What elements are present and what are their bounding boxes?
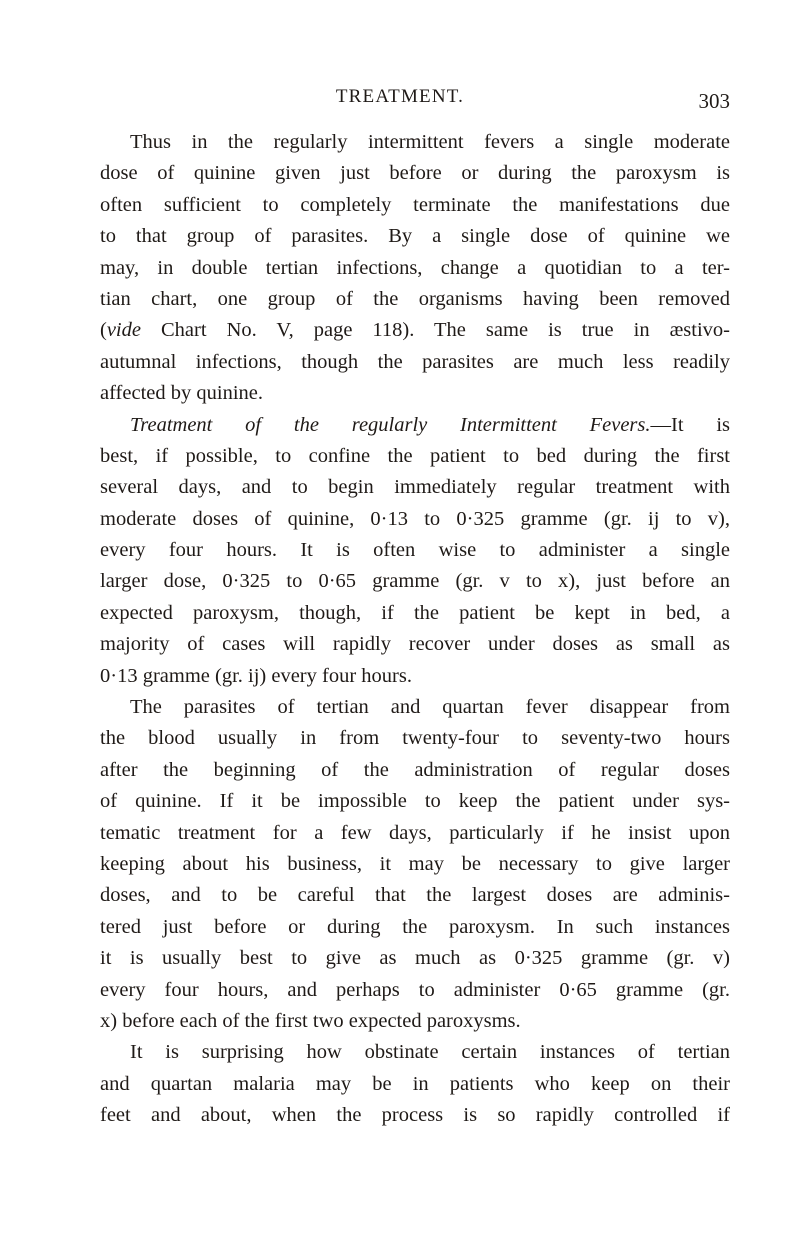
text-line: keeping about his business, it may be necessary to give larger [100, 852, 730, 875]
body-text [70, 127, 730, 1132]
text-line: x) before each of the first two expected paroxysms. [100, 1009, 521, 1032]
text-line: every four hours. It is often wise to administer a single [100, 539, 730, 562]
chapter-title: TREATMENT. [335, 86, 465, 107]
paragraph-2 [70, 410, 730, 693]
text-line: expected paroxysm, though, if the patient be kept in bed, a [100, 601, 730, 624]
text-line: every four hours, and perhaps to administer 0·65 gramme (gr. [100, 978, 730, 1001]
italic-vide: vide [106, 319, 141, 342]
paragraph-3 [70, 692, 730, 1037]
text-line: doses, and to be careful that the largest doses are adminis- [100, 884, 730, 907]
running-head [70, 86, 730, 116]
text-line: autumnal infections, though the parasites are much less readily [100, 350, 730, 373]
text-line: moderate doses of quinine, 0·13 to 0·325 gramme (gr. ij to v), [100, 507, 730, 530]
text-line: feet and about, when the process is so rapidly controlled if [100, 1104, 730, 1127]
text-line: may, in double tertian infections, change a quotidian to a ter- [100, 256, 730, 279]
text-line: often sufficient to completely terminate the manifestations due [100, 193, 730, 216]
text-line: tered just before or during the paroxysm. In such instances [100, 915, 730, 938]
paragraph-1 [70, 127, 730, 410]
text-line: to that group of parasites. By a single dose of quinine we [100, 225, 730, 248]
text-line: and quartan malaria may be in patients who keep on their [100, 1072, 730, 1095]
page-number: 303 [698, 89, 730, 113]
text-line: It is surprising how obstinate certain instances of tertian [130, 1041, 730, 1064]
text-line: of quinine. If it be impossible to keep the patient under sys- [100, 790, 730, 813]
heading-continuation: —It is [650, 413, 730, 436]
text-line: 0·13 gramme (gr. ij) every four hours. [100, 664, 412, 687]
text-line: Thus in the regularly intermittent fevers a single moderate [130, 131, 730, 153]
text-line: majority of cases will rapidly recover under doses as small as [100, 633, 730, 656]
text-line: The parasites of tertian and quartan fever disappear from [130, 696, 730, 719]
text-line: affected by quinine. [100, 382, 263, 405]
paragraph-4 [70, 1037, 730, 1131]
text-line: after the beginning of the administration of regular doses [100, 758, 730, 781]
text-line: tian chart, one group of the organisms having been removed [100, 287, 730, 310]
text-line: several days, and to begin immediately regular treatment with [100, 476, 730, 499]
text-line: tematic treatment for a few days, particularly if he insist upon [100, 821, 730, 844]
text-line: the blood usually in from twenty-four to seventy-two hours [100, 727, 730, 750]
text-line-with-heading [70, 410, 730, 441]
text-line: dose of quinine given just before or during the paroxysm is [100, 162, 730, 185]
text-line-vide: (vide Chart No. V, page 118). The same is true in æstivo- [100, 319, 730, 342]
section-heading: Treatment of the regularly Intermittent Fevers. [130, 413, 651, 436]
text-line: best, if possible, to confine the patient to bed during the first [100, 444, 730, 467]
text-line: it is usually best to give as much as 0·325 gramme (gr. v) [100, 947, 730, 970]
text-line: larger dose, 0·325 to 0·65 gramme (gr. v to x), just before an [100, 570, 730, 593]
